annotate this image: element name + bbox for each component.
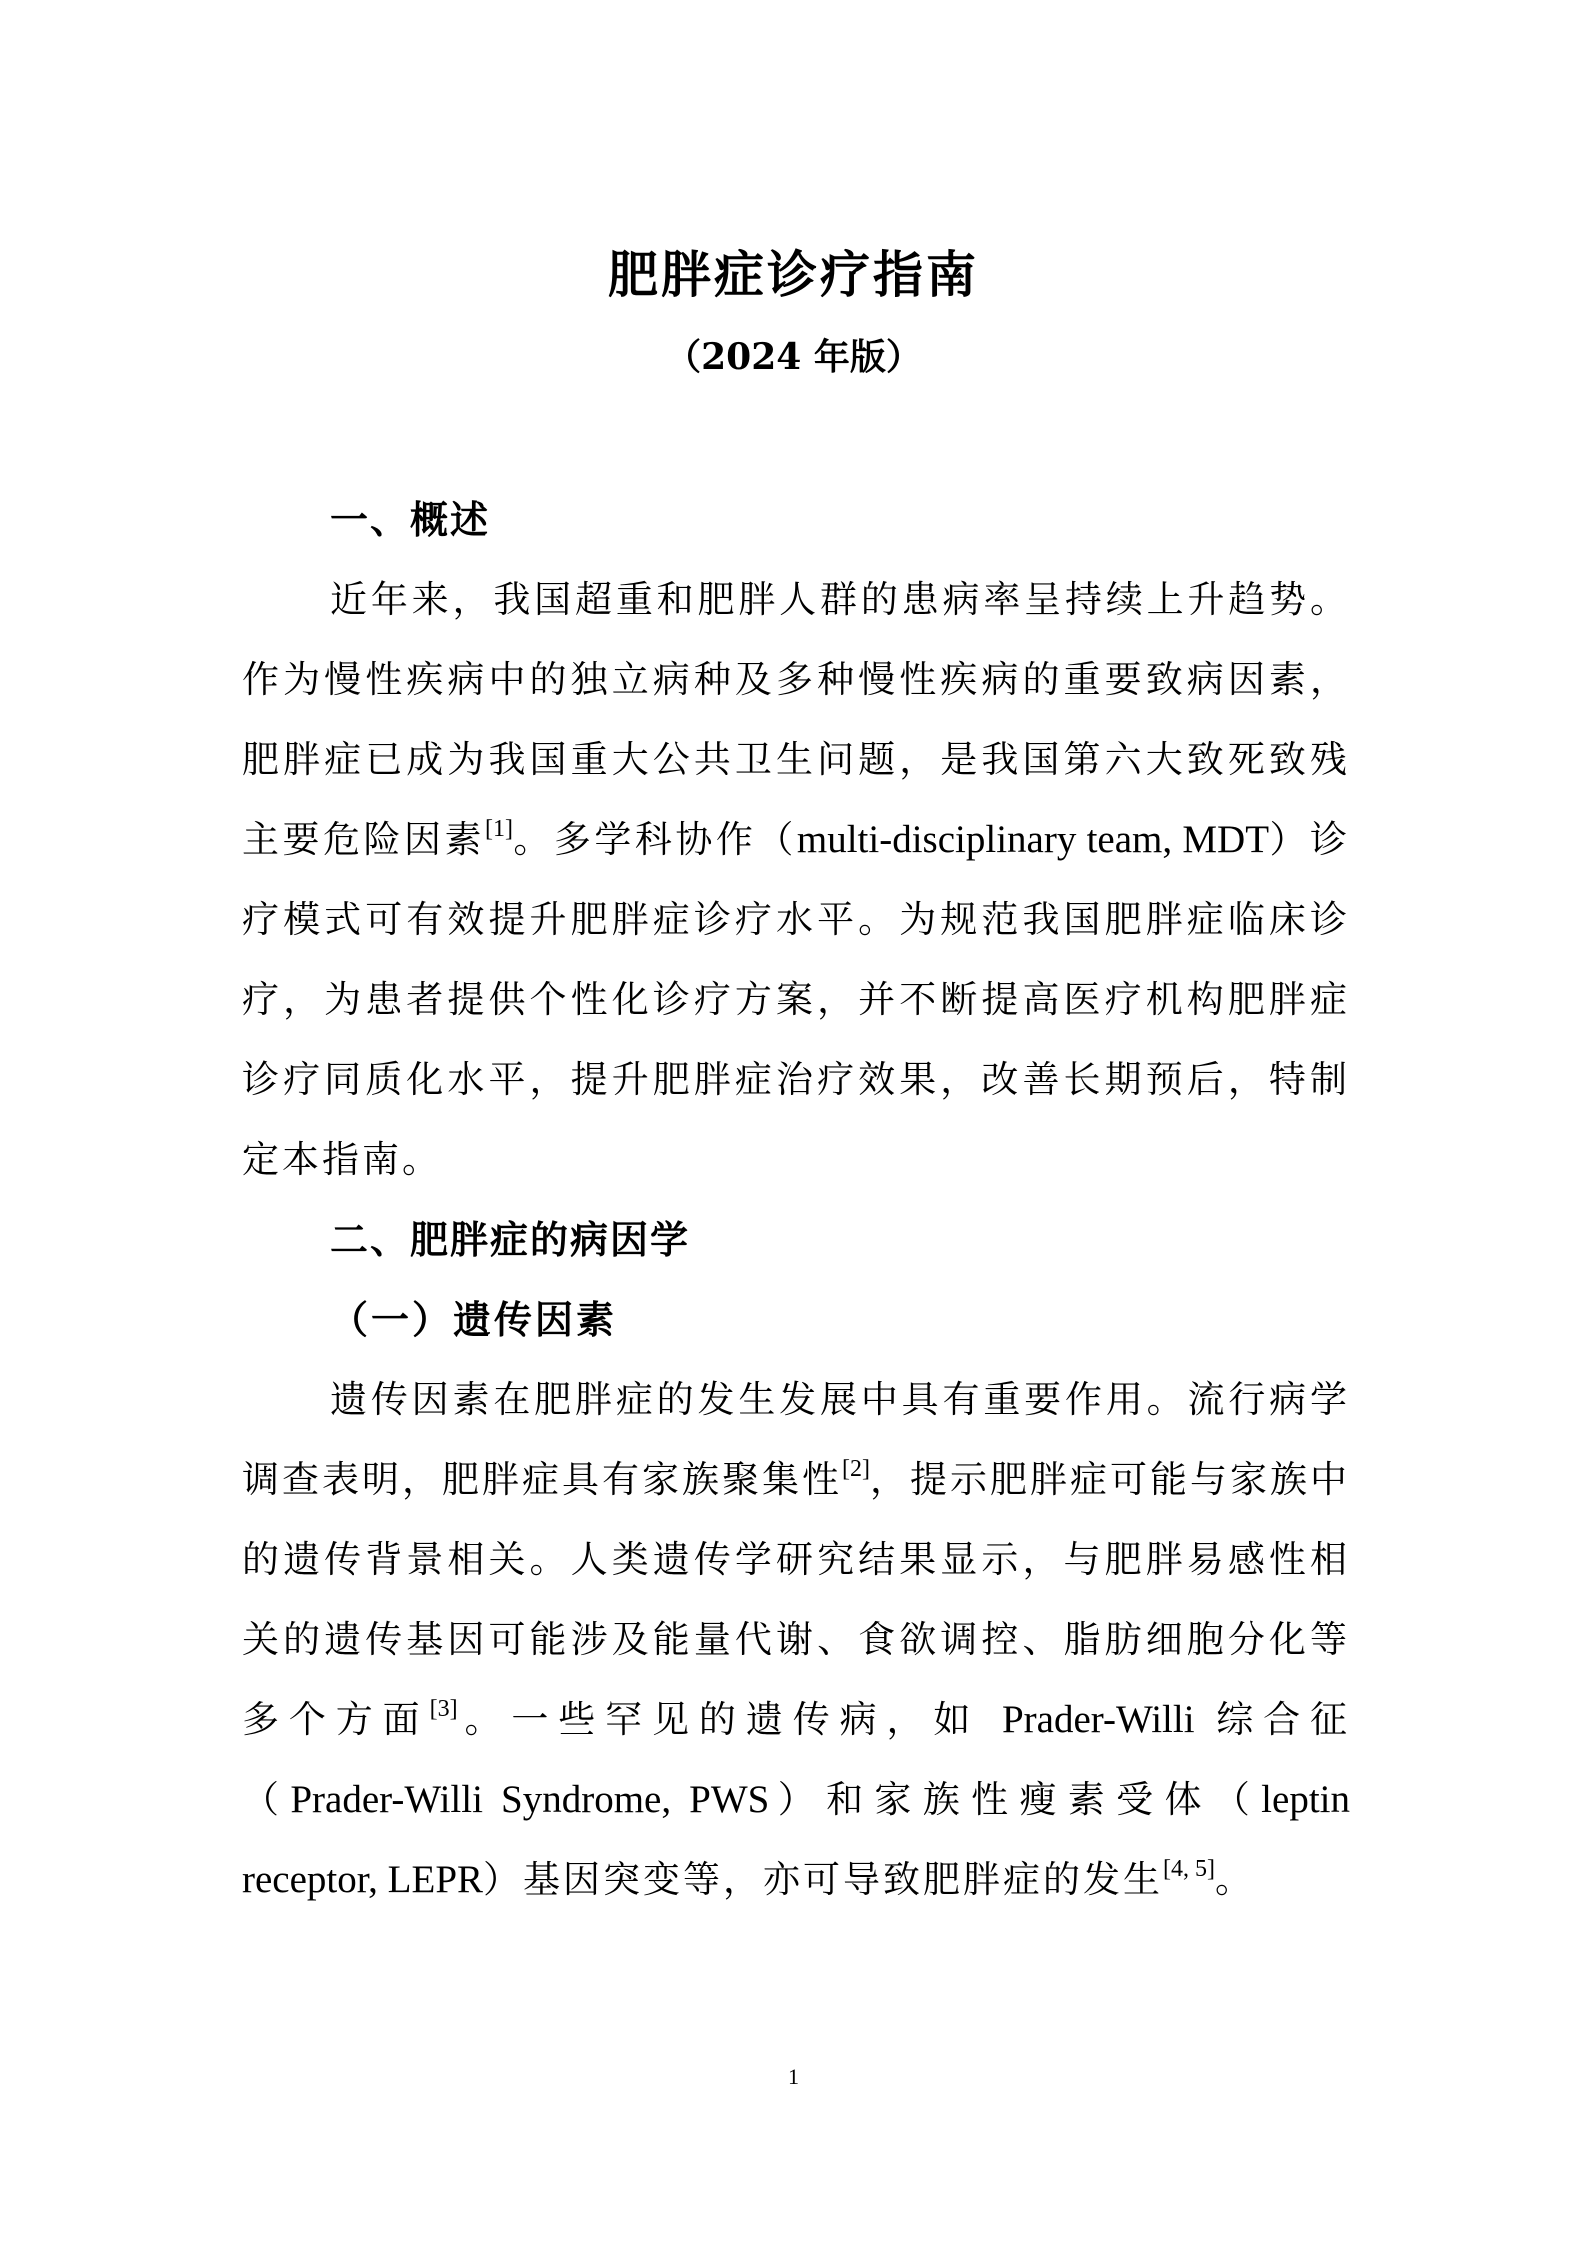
document-subtitle: （2024 年版） (665, 336, 922, 378)
paragraph-text: ，提示肥胖症可能与家族中的遗传背景相关。人类遗传学研究结果显示，与肥胖易感性相关的遗传基因可能涉及能量代谢、食欲调控、脂肪细胞分化等多个方面 (242, 1458, 1351, 1741)
paragraph-text: 遗传因素在肥胖症的发生发展中具有重要作用。流行病学调查表明，肥胖症具有家族聚集性 (242, 1378, 1350, 1501)
citation-ref: [3] (429, 1696, 458, 1722)
paragraph-text: 。多学科协作（ (512, 818, 797, 861)
paragraph-text: Prader-Willi (1001, 1698, 1195, 1741)
paragraph-text: multi-disciplinary team, MDT (796, 818, 1270, 861)
document-title: 肥胖症诊疗指南 (608, 246, 979, 304)
paragraph-text: leptin receptor, LEPR (242, 1778, 1350, 1901)
paragraph-text: ）基因突变等，亦可导致肥胖症的发生 (483, 1858, 1164, 1901)
citation-ref: [2] (842, 1456, 870, 1482)
paragraph-text: 综合征（ (242, 1698, 1350, 1821)
paragraph-text: ）诊疗模式可有效提升肥胖症诊疗水平。为规范我国肥胖症临床诊疗，为患者提供个性化诊疗方案，并不断提高医疗机构肥胖症诊疗同质化水平，提升肥胖症治疗效果，改善长期预后，特制定本指南。 (242, 818, 1351, 1181)
paragraph-text: ）和家族性瘦素受体（ (769, 1778, 1262, 1821)
section-heading-etiology: 二、肥胖症的病因学 (330, 1218, 691, 1262)
paragraph-overview (242, 560, 1350, 1200)
section-heading-overview: 一、概述 (330, 498, 491, 542)
subsection-heading-genetic: （一）遗传因素 (330, 1297, 618, 1342)
paragraph-text: 。 (1215, 1858, 1256, 1901)
paragraph-genetic (242, 1360, 1350, 1920)
document-body (242, 480, 1350, 1920)
citation-ref: [4, 5] (1163, 1856, 1216, 1882)
citation-ref: [1] (484, 816, 513, 842)
paragraph-text: 。一些罕见的遗传病，如 (457, 1698, 1002, 1741)
page-number: 1 (788, 2064, 799, 2089)
paragraph-text: Prader-Willi Syndrome, PWS (290, 1778, 770, 1821)
paragraph-text: 近年来，我国超重和肥胖人群的患病率呈持续上升趋势。作为慢性疾病中的独立病种及多种慢性疾病的重要致病因素，肥胖症已成为我国重大公共卫生问题，是我国第六大致死致残主要危险因素 (242, 578, 1350, 861)
